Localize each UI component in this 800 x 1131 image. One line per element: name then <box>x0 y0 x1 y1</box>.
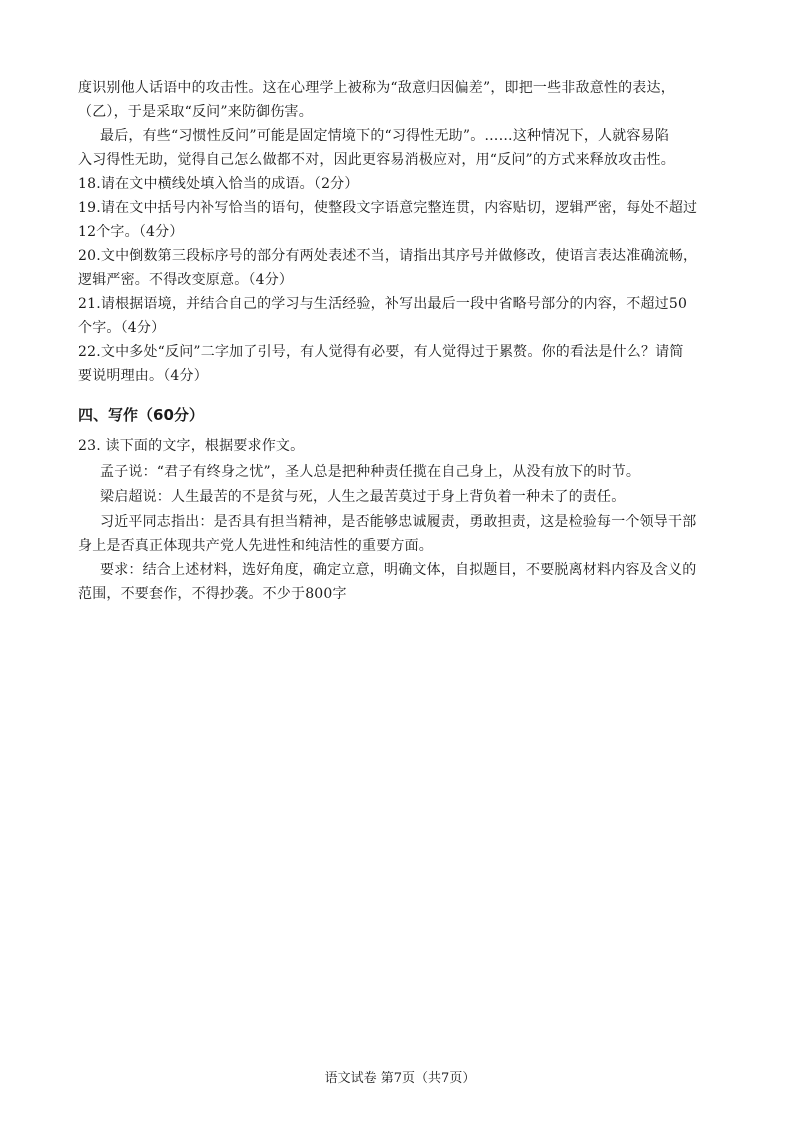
question-19: 19.请在文中括号内补写恰当的语句，使整段文字语意完整连贯，内容贴切，逻辑严密，每处不超过 <box>78 200 698 216</box>
quote-mencius: 孟子说：“君子有终身之忧”，圣人总是把种种责任揽在自己身上，从没有放下的时节。 <box>100 464 641 480</box>
writing-requirements: 要求：结合上述材料，选好角度，确定立意，明确文体，自拟题目，不要脱离材料内容及含义的 <box>100 562 697 578</box>
quote-xi-jinping-cont: 身上是否真正体现共产党人先进性和纯洁性的重要方面。 <box>78 538 433 554</box>
question-19-cont: 12个字。（4分） <box>78 224 184 240</box>
question-18: 18.请在文中横线处填入恰当的成语。（2分） <box>78 176 359 192</box>
body-line: 度识别他人话语中的攻击性。这在心理学上被称为“敌意归因偏差”，即把一些非敌意性的表达， <box>78 80 675 96</box>
writing-requirements-cont: 范围，不要套作，不得抄袭。不少于800字 <box>78 586 347 602</box>
question-22: 22.文中多处“反问”二字加了引号，有人觉得有必要，有人觉得过于累赘。你的看法是什么？请简 <box>78 344 684 360</box>
body-line: 入习得性无助，觉得自己怎么做都不对，因此更容易消极应对，用“反问”的方式来释放攻击性。 <box>78 152 675 168</box>
question-20-cont: 逻辑严密。不得改变原意。（4分） <box>78 272 294 288</box>
quote-xi-jinping: 习近平同志指出：是否具有担当精神，是否能够忠诚履责，勇敢担责，这是检验每一个领导干部 <box>100 514 697 530</box>
section-title-writing: 四、写作（60分） <box>78 406 204 424</box>
page-footer: 语文试卷 第7页（共7页） <box>324 1071 476 1086</box>
question-20: 20.文中倒数第三段标序号的部分有两处表述不当，请指出其序号并做修改，使语言表达准确流畅， <box>78 248 698 264</box>
quote-liang-qichao: 梁启超说：人生最苦的不是贫与死，人生之最苦莫过于身上背负着一种未了的责任。 <box>100 489 626 505</box>
body-line: （乙），于是采取“反问”来防御伤害。 <box>78 104 313 120</box>
question-21: 21.请根据语境，并结合自己的学习与生活经验，补写出最后一段中省略号部分的内容，不超过50 <box>78 296 688 312</box>
question-22-cont: 要说明理由。（4分） <box>78 368 208 384</box>
body-line: 最后，有些“习惯性反问”可能是固定情境下的“习得性无助”。……这种情况下，人就容易陷 <box>100 128 670 144</box>
writing-prompt: 23. 读下面的文字，根据要求作文。 <box>78 438 305 454</box>
question-21-cont: 个字。（4分） <box>78 320 166 336</box>
